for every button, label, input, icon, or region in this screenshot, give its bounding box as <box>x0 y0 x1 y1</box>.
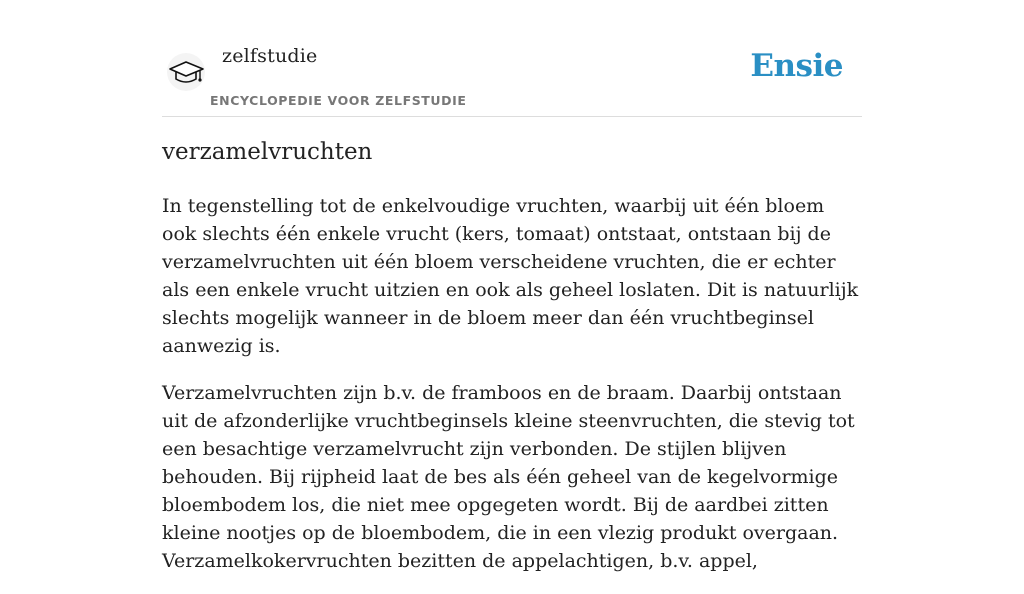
article-body <box>162 192 862 594</box>
site-name[interactable]: zelfstudie <box>222 45 318 67</box>
article-paragraph: In tegenstelling tot de enkelvoudige vruchten, waarbij uit één bloem ook slechts één enkele vrucht (kers, tomaat) ontstaat, ontstaan bij de verzamelvruchten uit één bloem verscheidene vruchten, die er echter als een enkele vrucht uitzien en ook als geheel loslaten. Dit is natuurlijk slechts mogelijk wanneer in de bloem meer dan één vruchtbeginsel aanwezig is. <box>162 195 859 357</box>
graduation-cap-icon[interactable] <box>166 52 206 92</box>
article-paragraph: Verzamelvruchten zijn b.v. de framboos en de braam. Daarbij ontstaan uit de afzonderlijke vruchtbeginsels kleine steenvruchten, die stevig tot een besachtige verzamelvrucht zijn verbonden. De stijlen blijven behouden. Bij rijpheid laat de bes als één geheel van de kegelvormige bloembodem los, die niet mee opgegeten wordt. Bij de aardbei zitten kleine nootjes op de bloembodem, die in een vlezig produkt overgaan. Verzamelkokervruchten bezitten de appelachtigen, b.v. appel, <box>162 382 855 572</box>
content-container <box>162 0 862 572</box>
site-header <box>162 0 862 117</box>
page-title: verzamelvruchten <box>162 139 373 165</box>
brand-logo[interactable]: Ensie <box>750 48 843 84</box>
site-tagline: ENCYCLOPEDIE VOOR ZELFSTUDIE <box>210 93 467 108</box>
